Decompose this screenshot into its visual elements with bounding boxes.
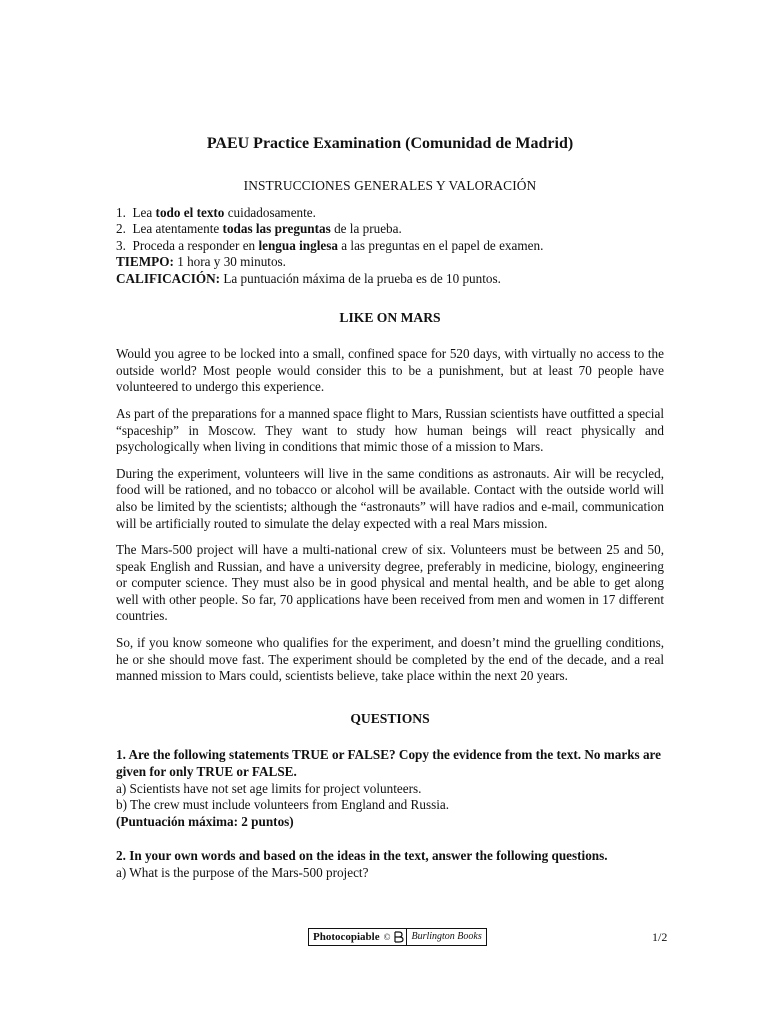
instruction-text: Lea atentamente xyxy=(132,221,223,237)
instruction-emphasis: todas las preguntas xyxy=(222,221,331,237)
instructions-list xyxy=(116,205,664,288)
instruction-text: Proceda a responder en xyxy=(132,237,259,253)
reading-paragraph: The Mars-500 project will have a multi-national crew of six. Volunteers must be between 25 and 50, speak English and Russian, and have a university degree, preferably in medicine, biology, engineering or computer science. They must also be in good physical and mental health, and be able to get along well with other people. So far, 70 applications have been received from men and women in 17 different countries. xyxy=(116,542,664,624)
grading-label: CALIFICACIÓN: xyxy=(116,270,221,286)
copyright-symbol: © xyxy=(383,932,391,942)
grading-value: La puntuación máxima de la prueba es de 10 puntos. xyxy=(220,270,501,286)
page-number: 1/2 xyxy=(652,930,668,944)
document-title: PAEU Practice Examination (Comunidad de Madrid) xyxy=(206,135,574,152)
instruction-number: 2. xyxy=(116,221,126,237)
question-2 xyxy=(116,848,664,881)
question-heading: 1. Are the following statements TRUE or FALSE? Copy the evidence from the text. No marks are given for only TRUE or FALSE. xyxy=(116,747,662,780)
questions-title: QUESTIONS xyxy=(350,710,430,726)
instruction-text: de la prueba. xyxy=(330,221,402,237)
reading-paragraph: During the experiment, volunteers will live in the same conditions as astronauts. Air will be recycled, food will be rationed, and no tobacco or alcohol will be available. Contact with the outside world will also be limited by the scientists; although the “astronauts” will have radios and e-mail, communication will be artificially routed to simulate the delay expected with a real Mars mission. xyxy=(116,465,664,531)
exam-content xyxy=(116,134,664,882)
instruction-item xyxy=(116,221,664,238)
instruction-text: cuidadosamente. xyxy=(224,204,316,220)
grading-line xyxy=(116,271,664,288)
instruction-text: a las preguntas en el papel de examen. xyxy=(337,237,544,253)
question-1 xyxy=(116,747,664,830)
question-heading: 2. In your own words and based on the ideas in the text, answer the following questions. xyxy=(116,848,608,864)
photocopiable-label: Photocopiable xyxy=(313,931,380,943)
footer-badge xyxy=(308,928,487,946)
instruction-emphasis: lengua inglesa xyxy=(258,237,338,253)
time-line xyxy=(116,254,664,271)
question-score: (Puntuación máxima: 2 puntos) xyxy=(116,813,294,829)
instruction-number: 3. xyxy=(116,237,126,253)
reading-title: LIKE ON MARS xyxy=(339,309,441,325)
time-value: 1 hora y 30 minutos. xyxy=(173,254,286,270)
reading-paragraph: So, if you know someone who qualifies for the experiment, and doesn’t mind the gruelling conditions, he or she should move fast. The experiment should be completed by the end of the decade, and a real manned mission to Mars could, scientists believe, take place within the next 20 years. xyxy=(116,635,664,684)
question-item: a) What is the purpose of the Mars-500 project? xyxy=(116,865,369,880)
reading-paragraph: As part of the preparations for a manned space flight to Mars, Russian scientists have outfitted a special “spaceship” in Moscow. They want to study how human beings will react physically and psychologically when living in conditions that mimic those of a mission to Mars. xyxy=(116,405,664,455)
instruction-text: Lea xyxy=(132,204,156,220)
question-item: a) Scientists have not set age limits for project volunteers. xyxy=(116,780,422,796)
time-label: TIEMPO: xyxy=(116,254,174,270)
instruction-emphasis: todo el texto xyxy=(155,204,225,220)
brand-name: Burlington Books xyxy=(406,929,485,945)
instruction-number: 1. xyxy=(116,204,126,220)
instruction-item xyxy=(116,238,664,255)
instructions-heading: INSTRUCCIONES GENERALES Y VALORACIÓN xyxy=(243,178,537,193)
instruction-item xyxy=(116,205,664,222)
question-item: b) The crew must include volunteers from England and Russia. xyxy=(116,797,450,813)
reading-paragraph: Would you agree to be locked into a small, confined space for 520 days, with virtually no access to the outside world? Most people would consider this to be a punishment, but at least 70 people have volunteered to undergo this experience. xyxy=(116,346,664,395)
burlington-logo-icon xyxy=(394,931,404,943)
